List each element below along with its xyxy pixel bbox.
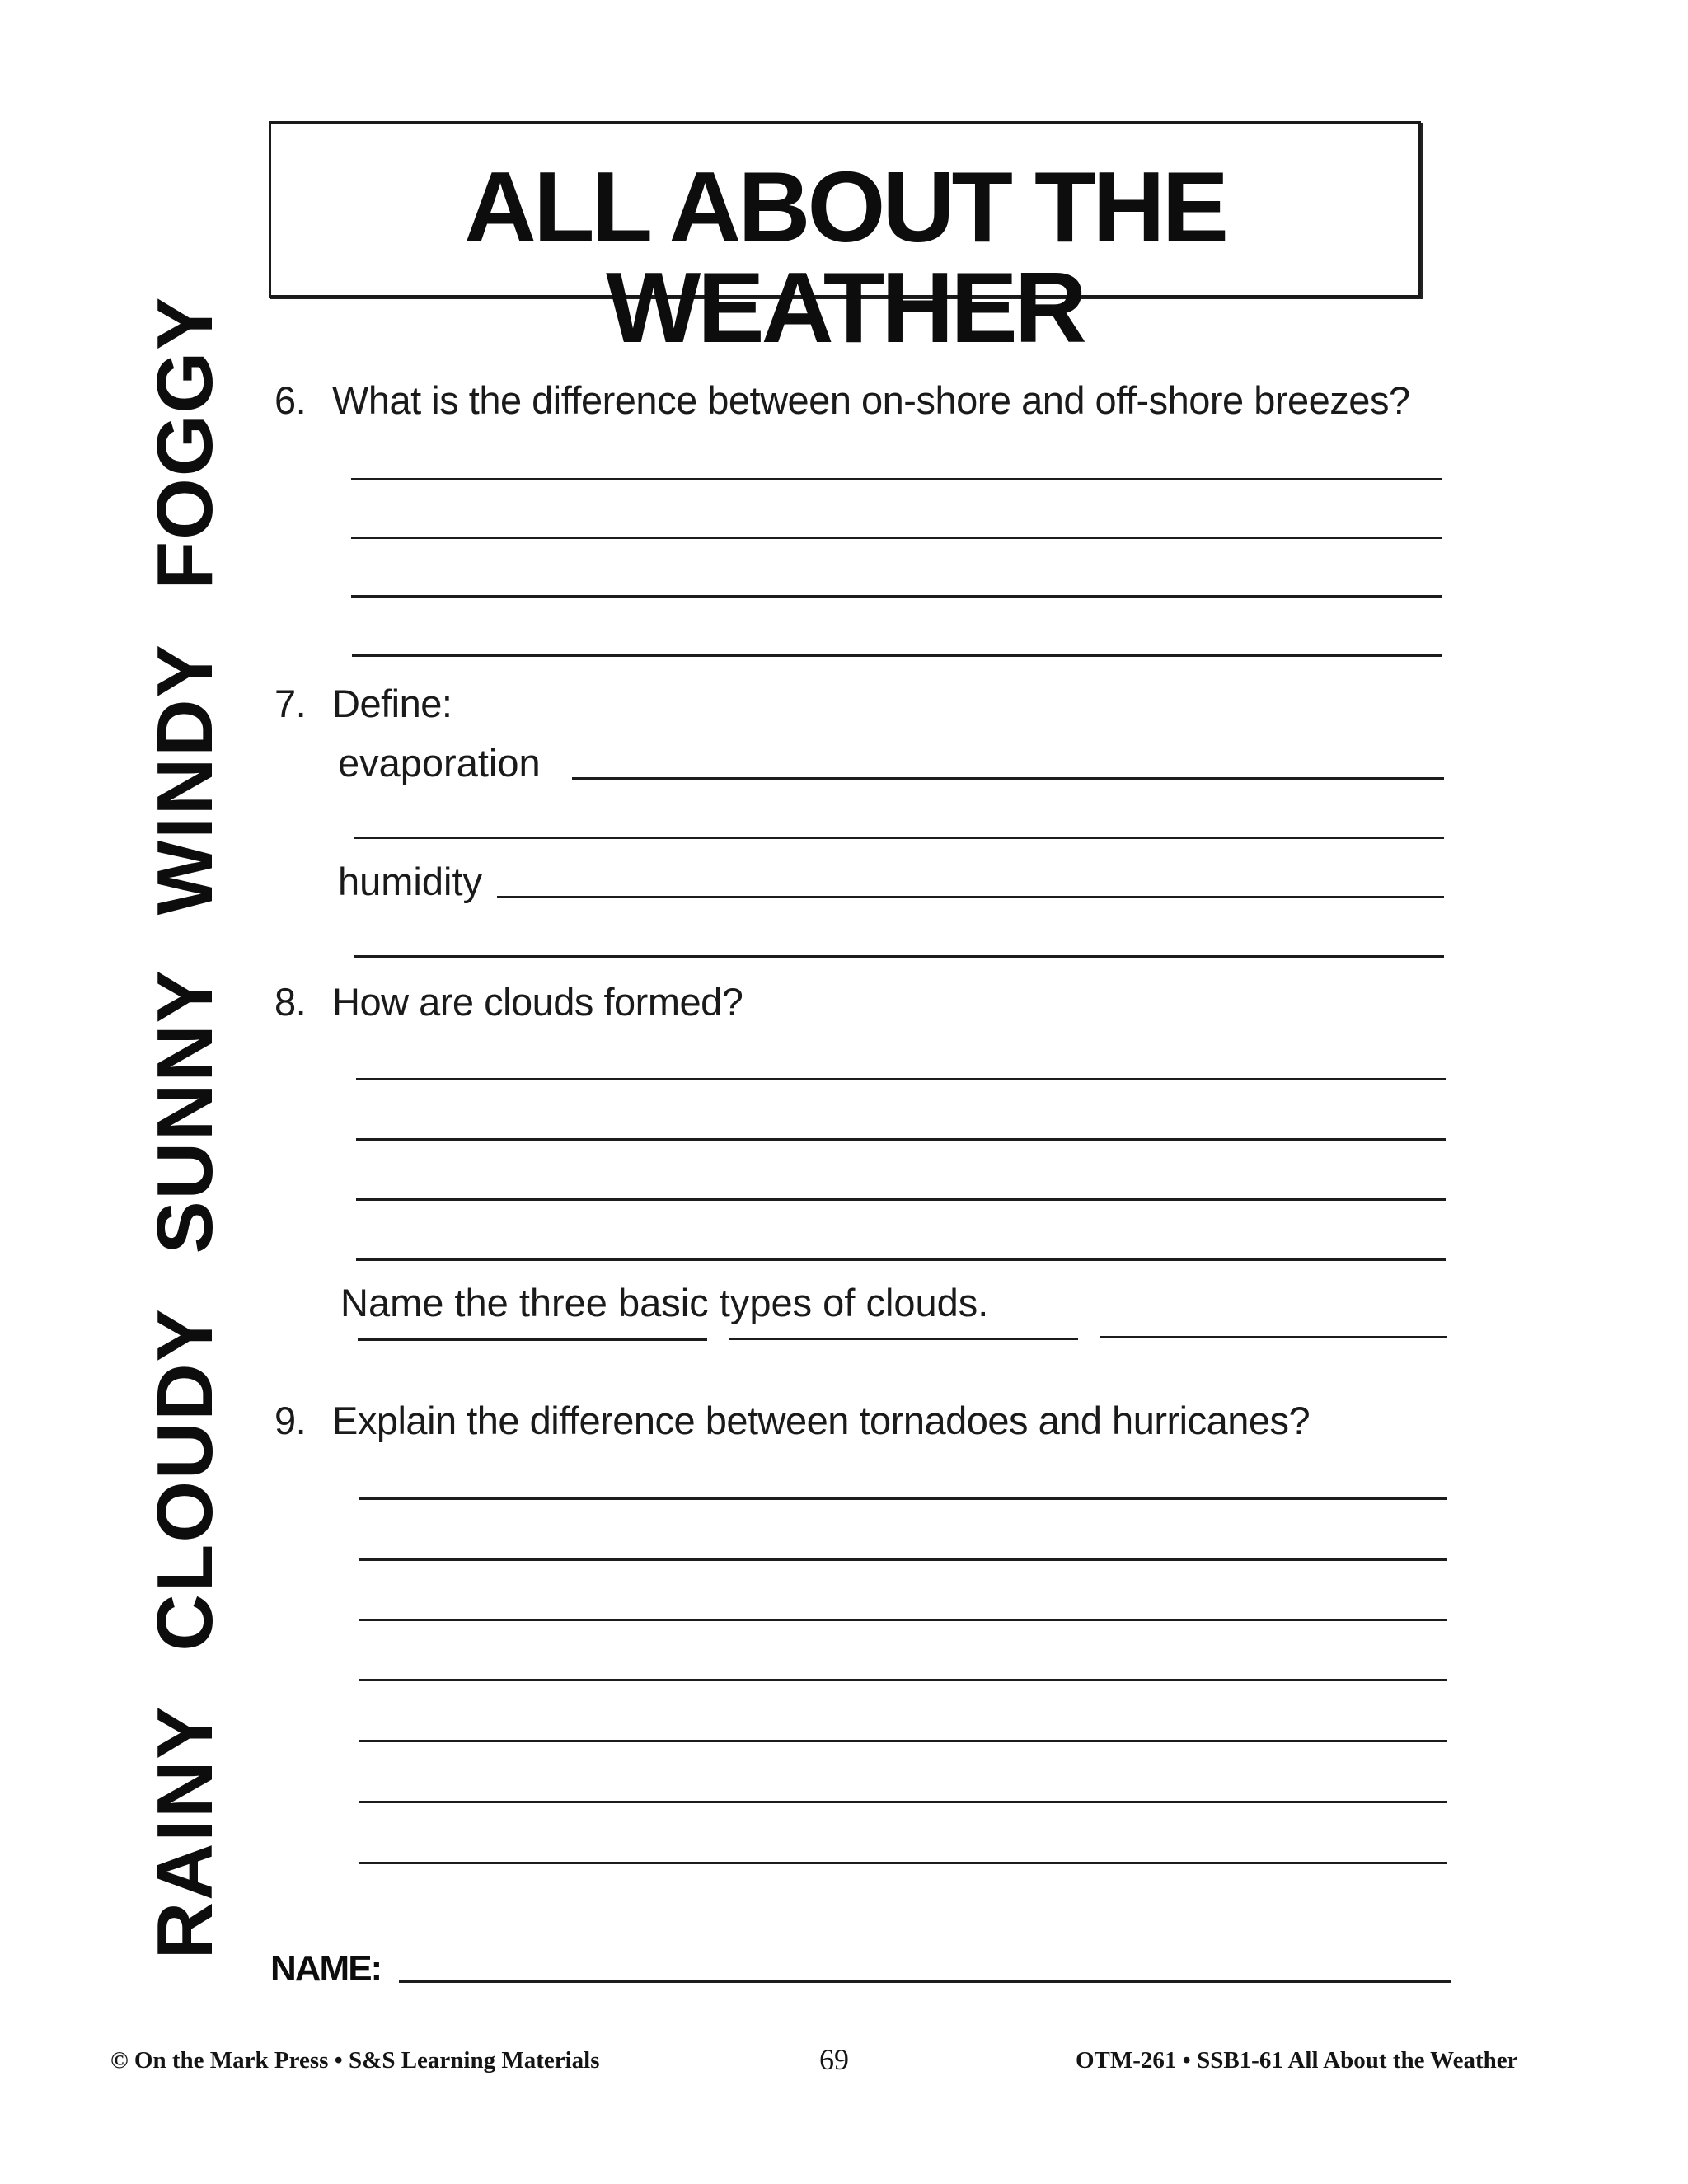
answer-line-q9-1[interactable] [359,1497,1447,1500]
footer-product-code: OTM-261 • SSB1-61 All About the Weather [1076,2047,1518,2074]
name-input-line[interactable] [399,1980,1451,1983]
title-box [269,121,1421,363]
question-text: Define: [332,682,452,725]
answer-line-q9-6[interactable] [359,1801,1447,1803]
answer-line-q9-2[interactable] [359,1558,1447,1561]
question-number: 8. [274,980,307,1024]
question-text: Explain the difference between tornadoes and hurricanes? [332,1399,1311,1442]
footer-copyright: © On the Mark Press • S&S Learning Materials [110,2047,600,2074]
sub-question-cloud-types: Name the three basic types of clouds. [340,1281,989,1324]
question-6 [274,378,1410,422]
term-humidity-label: humidity [338,860,483,903]
question-number: 9. [274,1399,307,1442]
answer-line-q9-3[interactable] [359,1619,1447,1621]
question-text: How are clouds formed? [332,980,743,1024]
answer-line-evaporation-1[interactable] [572,777,1444,780]
answer-line-humidity-2[interactable] [354,955,1444,958]
answer-line-q8-3[interactable] [356,1198,1446,1201]
question-7 [274,684,452,723]
name-label: NAME: [270,1948,382,1989]
answer-line-q6-1[interactable] [351,478,1442,480]
question-number: 7. [274,682,307,725]
answer-line-q8-4[interactable] [356,1258,1446,1261]
answer-line-q9-4[interactable] [359,1679,1447,1681]
term-evaporation-label: evaporation [338,741,541,785]
answer-line-q9-5[interactable] [359,1740,1447,1742]
question-number: 6. [274,378,307,422]
cloud-type-blank-3[interactable] [1100,1336,1447,1338]
answer-line-q8-1[interactable] [356,1078,1446,1080]
answer-line-q6-4[interactable] [352,654,1442,657]
answer-line-q8-2[interactable] [356,1138,1446,1141]
side-banner-text: RAINY CLOUDY SUNNY WINDY FOGGY [141,295,229,1960]
answer-line-evaporation-2[interactable] [354,837,1444,839]
side-banner [141,295,229,1960]
page-title: ALL ABOUT THE WEATHER [464,151,1226,363]
answer-line-q6-3[interactable] [351,595,1442,598]
cloud-type-blank-1[interactable] [358,1338,707,1341]
cloud-type-blank-2[interactable] [729,1338,1078,1340]
answer-line-q9-7[interactable] [359,1862,1447,1864]
page-number: 69 [819,2043,849,2076]
question-text: What is the difference between on-shore and off-shore breezes? [332,378,1410,422]
question-8 [274,980,743,1024]
answer-line-humidity-1[interactable] [497,896,1444,898]
question-9 [274,1401,1310,1440]
answer-line-q6-2[interactable] [351,537,1442,539]
